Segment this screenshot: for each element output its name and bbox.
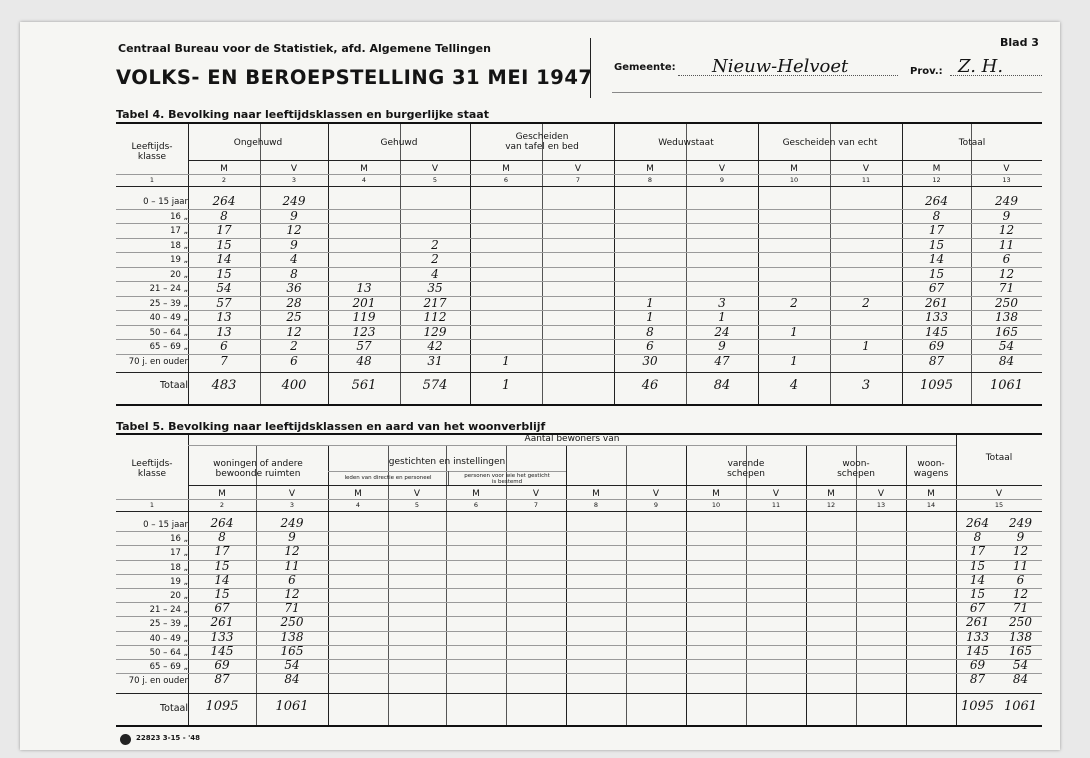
tabel4-total-value: 84 <box>713 378 731 393</box>
tabel4-cell-value: 2 <box>431 252 439 266</box>
tabel5-column-number: 9 <box>653 501 659 509</box>
tabel5-cell-value: 15 <box>214 587 230 601</box>
tabel4-cell-value: 15 <box>216 237 232 252</box>
tabel5-row-label: 25 – 39 „ <box>149 619 188 630</box>
tabel5-sex-label: M <box>712 489 720 499</box>
tabel5-sub-divider <box>448 471 449 485</box>
tabel5-cell-value: 6 <box>288 572 296 587</box>
tabel5-cell-value: 165 <box>1009 643 1032 658</box>
tabel4-row-label: 0 – 15 jaar <box>143 197 188 207</box>
tabel4-cell-value: 3 <box>718 295 726 310</box>
tabel4-sex-label: V <box>431 164 439 174</box>
tabel4-cell-value: 9 <box>1002 208 1011 223</box>
tabel5-row-label: 18 „ <box>170 562 188 573</box>
tabel4-column-number: 12 <box>932 176 941 184</box>
tabel4-sex-label: M <box>932 164 941 174</box>
tabel5-sex-label: M <box>592 489 600 499</box>
tabel4-row-label: 50 – 64 „ <box>149 327 188 338</box>
tabel5-total-label: Totaal <box>159 703 188 715</box>
tabel4-cell-value: 129 <box>423 324 447 339</box>
tabel4-total-value: 483 <box>211 378 237 393</box>
tabel4-row-label: 65 – 69 „ <box>149 342 188 352</box>
tabel4-total-value: 1 <box>501 378 511 393</box>
tabel4-sex-label: V <box>574 164 582 174</box>
tabel4-column-number: 13 <box>1002 176 1011 184</box>
tabel4-group-header: Ongehuwd <box>233 138 283 148</box>
tabel5-super-rule <box>188 445 956 446</box>
tabel4-caption: Tabel 4. Bevolking naar leeftijdsklassen en burgerlijke staat <box>116 108 489 121</box>
tabel5-row-label: 19 „ <box>170 576 188 587</box>
tabel4-row-label: 19 „ <box>170 255 188 265</box>
tabel4-cell-value: 69 <box>928 339 945 353</box>
tabel5-cell-value: 14 <box>969 572 986 587</box>
tabel5-cell-value: 15 <box>969 587 986 601</box>
tabel5-group-header: woon- schepen <box>837 459 875 479</box>
tabel5-sex-label: V <box>652 489 660 499</box>
tabel5-group-header: woon- wagens <box>913 459 949 479</box>
tabel4-cell-value: 84 <box>998 353 1015 368</box>
tabel5-cell-value: 54 <box>284 658 300 672</box>
tabel4-row-label: 40 – 49 „ <box>149 313 188 323</box>
tabel5-cell-value: 250 <box>280 615 304 630</box>
tabel5-cell-value: 12 <box>284 587 300 601</box>
tabel5-column-line <box>686 445 687 725</box>
tabel5-column-number: 3 <box>289 501 295 509</box>
tabel4-group-header: Totaal <box>958 138 986 148</box>
tabel4-cell-value: 201 <box>352 295 376 310</box>
tabel5-cell-value: 12 <box>1012 587 1029 601</box>
tabel4-cell-value: 17 <box>928 223 945 237</box>
tabel5-caption: Tabel 5. Bevolking naar leeftijdsklassen en aard van het woonverblijf <box>116 420 546 433</box>
tabel5-cell-value: 11 <box>284 558 300 573</box>
tabel5-column-number: 4 <box>355 501 361 509</box>
printer-logo-icon <box>120 734 131 745</box>
tabel5-total-value: 1061 <box>275 699 309 715</box>
tabel5-cell-value: 8 <box>218 530 226 545</box>
tabel4-sex-label: M <box>220 164 228 174</box>
tabel4-row-label: 20 „ <box>170 269 188 280</box>
tabel4-group-header: Gescheiden van tafel en bed <box>505 132 579 152</box>
tabel5-sex-rule <box>188 485 1042 486</box>
tabel4-cell-value: 1 <box>790 353 798 368</box>
tabel5-age-header: Leeftijds- klasse <box>131 459 173 479</box>
tabel5-cell-value: 264 <box>210 516 234 530</box>
tabel5-cell-value: 264 <box>966 516 989 530</box>
tabel5-column-line <box>566 445 567 725</box>
tabel5-row-label: 20 „ <box>170 591 188 601</box>
tabel5-cell-value: 145 <box>966 643 989 658</box>
tabel4-cell-value: 57 <box>356 339 372 353</box>
tabel4-total-label: Totaal <box>159 380 188 391</box>
tabel5-cell-value: 9 <box>1016 530 1025 545</box>
tabel5-cell-value: 15 <box>969 558 986 573</box>
tabel4-cell-value: 13 <box>216 324 232 339</box>
tabel4-column-number: 2 <box>221 176 227 184</box>
tabel5-group-header: varende schepen <box>727 459 765 479</box>
tabel5-numbers-rule <box>116 499 1042 500</box>
tabel5-column-line <box>806 445 807 725</box>
tabel4-sex-label: M <box>646 164 654 174</box>
tabel4-sex-rule <box>188 160 1042 161</box>
tabel4-grid <box>116 122 1042 404</box>
tabel5-cell-value: 71 <box>1012 601 1029 616</box>
tabel4-cell-value: 13 <box>356 281 372 295</box>
tabel4-cell-value: 12 <box>286 324 302 339</box>
tabel4-sex-label: V <box>1003 164 1010 174</box>
tabel5-group-header: Totaal <box>985 453 1013 463</box>
tabel4-cell-value: 7 <box>220 353 228 368</box>
tabel4-cell-value: 249 <box>995 194 1018 208</box>
tabel4-cell-value: 1 <box>718 310 726 324</box>
tabel4-cell-value: 87 <box>928 353 945 368</box>
tabel5-grid <box>116 433 1042 725</box>
tabel5-cell-value: 69 <box>214 658 230 672</box>
tabel4-cell-value: 4 <box>290 252 298 266</box>
tabel4-cell-value: 2 <box>862 295 870 310</box>
tabel4-total-value: 46 <box>641 378 659 393</box>
tabel4-cell-value: 1 <box>790 324 798 339</box>
tabel5-row-label: 50 – 64 „ <box>149 647 188 658</box>
tabel4-row-label: 16 „ <box>170 211 188 222</box>
province-value: Z. H. <box>958 56 1004 77</box>
tabel5-cell-value: 87 <box>214 672 230 687</box>
tabel5-cell-value: 71 <box>284 601 300 616</box>
tabel5-cell-value: 17 <box>969 544 986 559</box>
tabel4-row-label: 18 „ <box>170 240 188 251</box>
tabel4-top-rule <box>116 122 1042 124</box>
tabel5-subgroup-header: leden van directie en personeel <box>344 475 432 481</box>
header-underline <box>612 92 1042 93</box>
tabel5-cell-value: 84 <box>1012 672 1029 687</box>
tabel5-cell-value: 6 <box>1016 572 1025 587</box>
tabel5-cell-value: 54 <box>1012 658 1029 672</box>
tabel4-cell-value: 112 <box>423 310 447 324</box>
tabel5-total-value: 1095 <box>960 699 995 715</box>
tabel5-cell-value: 9 <box>288 530 296 545</box>
tabel5-total-value: 1061 <box>1003 699 1038 715</box>
tabel4-cell-value: 12 <box>998 266 1015 281</box>
tabel4-cell-value: 8 <box>220 208 228 223</box>
tabel5-cell-value: 67 <box>214 601 230 616</box>
tabel4-cell-value: 54 <box>216 281 232 295</box>
tabel4-total-rule <box>116 372 1042 373</box>
tabel4-cell-value: 264 <box>925 194 948 208</box>
tabel5-cell-value: 8 <box>973 530 982 545</box>
tabel5-column-number: 10 <box>711 501 721 509</box>
tabel5-cell-value: 15 <box>214 558 230 573</box>
tabel4-total-value: 400 <box>281 378 307 393</box>
tabel5-cell-value: 69 <box>969 658 986 672</box>
tabel4-cell-value: 250 <box>995 295 1018 310</box>
tabel5-sex-label: M <box>927 489 935 499</box>
tabel4-column-number: 7 <box>575 176 581 184</box>
tabel4-cell-value: 9 <box>718 339 726 353</box>
tabel4-total-value: 1095 <box>919 378 954 393</box>
tabel4-row-label: 25 – 39 „ <box>149 298 188 309</box>
tabel4-cell-value: 35 <box>427 281 443 295</box>
tabel5-header-rule <box>116 511 1042 512</box>
tabel5-column-line <box>506 445 507 725</box>
header-organization: Centraal Bureau voor de Statistiek, afd. Algemene Tellingen <box>118 42 491 55</box>
tabel4-cell-value: 8 <box>290 266 298 281</box>
tabel4-cell-value: 31 <box>427 353 443 368</box>
tabel4-bottom-rule <box>116 404 1042 406</box>
tabel5-group-header: woningen of andere bewoonde ruimten <box>213 459 303 479</box>
tabel5-bottom-rule <box>116 725 1042 727</box>
tabel5-row-label: 16 „ <box>170 534 188 545</box>
tabel4-cell-value: 1 <box>862 339 870 353</box>
tabel5-sex-label: V <box>532 489 540 499</box>
tabel4-age-header: Leeftijds- klasse <box>131 142 173 162</box>
tabel4-cell-value: 8 <box>932 208 941 223</box>
tabel5-row-label: 17 „ <box>170 548 188 559</box>
tabel4-cell-value: 14 <box>928 252 945 266</box>
tabel4-cell-value: 217 <box>423 295 447 310</box>
tabel5-cell-value: 145 <box>210 643 234 658</box>
tabel4-cell-value: 12 <box>286 223 302 237</box>
tabel5-cell-value: 165 <box>280 643 304 658</box>
tabel4-sex-label: V <box>862 164 870 174</box>
tabel4-cell-value: 11 <box>998 237 1015 252</box>
tabel4-cell-value: 47 <box>714 353 730 368</box>
tabel5-cell-value: 133 <box>966 629 989 644</box>
tabel5-sex-label: V <box>772 489 780 499</box>
tabel4-column-number: 4 <box>361 176 367 184</box>
tabel4-cell-value: 24 <box>714 324 730 339</box>
tabel5-sex-label: V <box>288 489 296 499</box>
province-label: Prov.: <box>910 66 943 77</box>
tabel4-cell-value: 8 <box>646 324 654 339</box>
tabel5-sex-label: M <box>827 489 835 499</box>
tabel5-column-number: 15 <box>994 501 1004 509</box>
tabel5-row-label: 0 – 15 jaar <box>143 520 188 530</box>
tabel5-total-rule <box>116 693 1042 694</box>
tabel5-sex-label: V <box>877 489 885 499</box>
tabel4-cell-value: 6 <box>646 339 654 353</box>
tabel4-sex-label: M <box>790 164 798 174</box>
gemeente-label: Gemeente: <box>614 62 676 73</box>
tabel5-column-number: 1 <box>149 501 155 509</box>
tabel4-cell-value: 67 <box>928 281 945 295</box>
tabel5-sex-label: V <box>995 489 1003 499</box>
tabel4-row-label: 17 „ <box>170 226 188 236</box>
tabel4-cell-value: 42 <box>427 339 443 353</box>
tabel4-cell-value: 36 <box>286 281 302 295</box>
tabel5-cell-value: 261 <box>210 615 234 630</box>
tabel4-total-value: 1061 <box>989 378 1024 393</box>
tabel5-column-number: 7 <box>533 501 539 509</box>
tabel4-total-value: 3 <box>861 378 871 393</box>
tabel4-header-rule <box>116 186 1042 187</box>
tabel5-column-line <box>746 445 747 725</box>
tabel4-cell-value: 261 <box>925 295 948 310</box>
tabel4-cell-value: 119 <box>352 310 376 324</box>
tabel5-cell-value: 84 <box>284 672 300 687</box>
tabel4-cell-value: 165 <box>995 324 1018 339</box>
tabel5-cell-value: 249 <box>280 516 304 530</box>
tabel4-column-number: 11 <box>861 176 871 184</box>
tabel4-cell-value: 15 <box>928 266 945 281</box>
tabel5-cell-value: 11 <box>1012 558 1029 573</box>
tabel4-cell-value: 71 <box>998 281 1015 295</box>
tabel4-sex-label: V <box>718 164 726 174</box>
tabel4-cell-value: 28 <box>286 295 302 310</box>
tabel4-cell-value: 2 <box>431 237 439 252</box>
tabel4-cell-value: 2 <box>290 339 298 353</box>
tabel4-cell-value: 9 <box>290 208 298 223</box>
tabel5-column-number: 5 <box>414 501 420 509</box>
tabel5-row-label: 70 j. en ouder <box>128 676 188 687</box>
tabel4-group-header: Gehuwd <box>380 138 418 148</box>
tabel4-cell-value: 6 <box>1002 252 1011 266</box>
tabel5-cell-value: 261 <box>966 615 989 630</box>
tabel4-cell-value: 1 <box>646 295 654 310</box>
tabel5-column-number: 6 <box>473 501 479 509</box>
tabel4-cell-value: 17 <box>216 223 232 237</box>
tabel4-sex-label: M <box>360 164 368 174</box>
tabel4-group-header: Gescheiden van echt <box>782 138 878 148</box>
tabel4-total-value: 561 <box>351 378 377 393</box>
tabel4-cell-value: 54 <box>998 339 1015 353</box>
tabel4-cell-value: 1 <box>646 310 654 324</box>
tabel4-cell-value: 57 <box>216 295 232 310</box>
tabel4-cell-value: 2 <box>790 295 798 310</box>
tabel5-cell-value: 12 <box>1012 544 1029 559</box>
tabel5-column-number: 2 <box>219 501 225 509</box>
tabel5-group-header: gestichten en instellingen <box>388 457 506 467</box>
tabel4-numbers-rule <box>116 174 1042 175</box>
tabel5-sex-label: V <box>413 489 421 499</box>
tabel5-cell-value: 67 <box>969 601 986 616</box>
tabel4-cell-value: 249 <box>282 194 306 208</box>
tabel5-cell-value: 133 <box>210 629 234 644</box>
tabel4-sex-label: V <box>290 164 298 174</box>
tabel4-cell-value: 138 <box>995 310 1018 324</box>
tabel5-column-line <box>626 445 627 725</box>
tabel5-cell-value: 17 <box>214 544 230 559</box>
tabel5-cell-value: 249 <box>1009 516 1032 530</box>
tabel4-cell-value: 25 <box>286 310 302 324</box>
tabel5-total-value: 1095 <box>205 699 239 715</box>
tabel4-cell-value: 15 <box>216 266 232 281</box>
tabel5-column-line <box>906 445 907 725</box>
tabel5-sex-label: M <box>354 489 362 499</box>
tabel5-column-number: 11 <box>771 501 781 509</box>
tabel4-cell-value: 145 <box>925 324 948 339</box>
tabel5-cell-value: 138 <box>1009 629 1032 644</box>
tabel5-row-label: 65 – 69 „ <box>149 662 188 672</box>
tabel4-cell-value: 6 <box>220 339 228 353</box>
tabel4-cell-value: 1 <box>502 353 510 368</box>
tabel4-row-label: 70 j. en ouder <box>128 356 188 367</box>
tabel4-column-number: 10 <box>789 176 799 184</box>
tabel5-cell-value: 12 <box>284 544 300 559</box>
tabel4-column-number: 1 <box>149 176 155 184</box>
tabel5-sex-label: M <box>218 489 226 499</box>
tabel4-cell-value: 4 <box>431 266 439 281</box>
tabel4-cell-value: 133 <box>925 310 948 324</box>
tabel5-super-header: Aantal bewoners van <box>524 434 620 444</box>
tabel4-cell-value: 15 <box>928 237 945 252</box>
form-footer: 22823 3-15 - '48 <box>136 734 200 742</box>
tabel4-row-label: 21 – 24 „ <box>149 284 188 294</box>
tabel5-row-label: 21 – 24 „ <box>149 605 188 616</box>
tabel4-cell-value: 123 <box>352 324 376 339</box>
tabel5-column-line <box>856 445 857 725</box>
tabel5-cell-value: 14 <box>214 572 230 587</box>
tabel5-row-label: 40 – 49 „ <box>149 633 188 644</box>
tabel4-cell-value: 9 <box>290 237 298 252</box>
tabel4-column-number: 9 <box>719 176 725 184</box>
tabel4-total-value: 4 <box>789 378 799 393</box>
tabel5-column-number: 13 <box>876 501 886 509</box>
tabel5-sex-label: M <box>472 489 480 499</box>
tabel5-column-number: 14 <box>926 501 936 509</box>
tabel5-subgroup-header: personen voor wie het gesticht is bestemd <box>464 473 550 485</box>
header-divider <box>590 38 591 98</box>
sheet-number: Blad 3 <box>1000 36 1039 49</box>
tabel4-total-value: 574 <box>422 378 448 393</box>
tabel4-column-number: 5 <box>432 176 438 184</box>
tabel5-column-line <box>328 445 329 725</box>
tabel4-sex-label: M <box>502 164 510 174</box>
tabel5-column-line <box>446 445 447 725</box>
tabel4-cell-value: 30 <box>642 353 658 368</box>
tabel4-cell-value: 48 <box>356 353 372 368</box>
tabel5-column-number: 8 <box>593 501 599 509</box>
tabel5-column-line <box>388 445 389 725</box>
tabel4-group-header: Weduwstaat <box>658 138 714 148</box>
gemeente-value: Nieuw-Helvoet <box>712 56 849 77</box>
tabel4-cell-value: 6 <box>290 353 298 368</box>
tabel4-column-number: 6 <box>503 176 509 184</box>
tabel5-cell-value: 138 <box>280 629 304 644</box>
tabel4-column-number: 8 <box>647 176 653 184</box>
tabel4-column-number: 3 <box>291 176 297 184</box>
header-title: VOLKS- EN BEROEPSTELLING 31 MEI 1947 <box>116 66 593 89</box>
tabel4-cell-value: 14 <box>216 252 232 266</box>
tabel5-sub-rule <box>328 471 566 472</box>
tabel4-cell-value: 264 <box>212 194 236 208</box>
tabel5-column-number: 12 <box>826 501 836 509</box>
tabel4-cell-value: 13 <box>216 310 232 324</box>
tabel4-cell-value: 12 <box>998 223 1015 237</box>
tabel5-cell-value: 87 <box>969 672 986 687</box>
tabel5-cell-value: 250 <box>1009 615 1032 630</box>
